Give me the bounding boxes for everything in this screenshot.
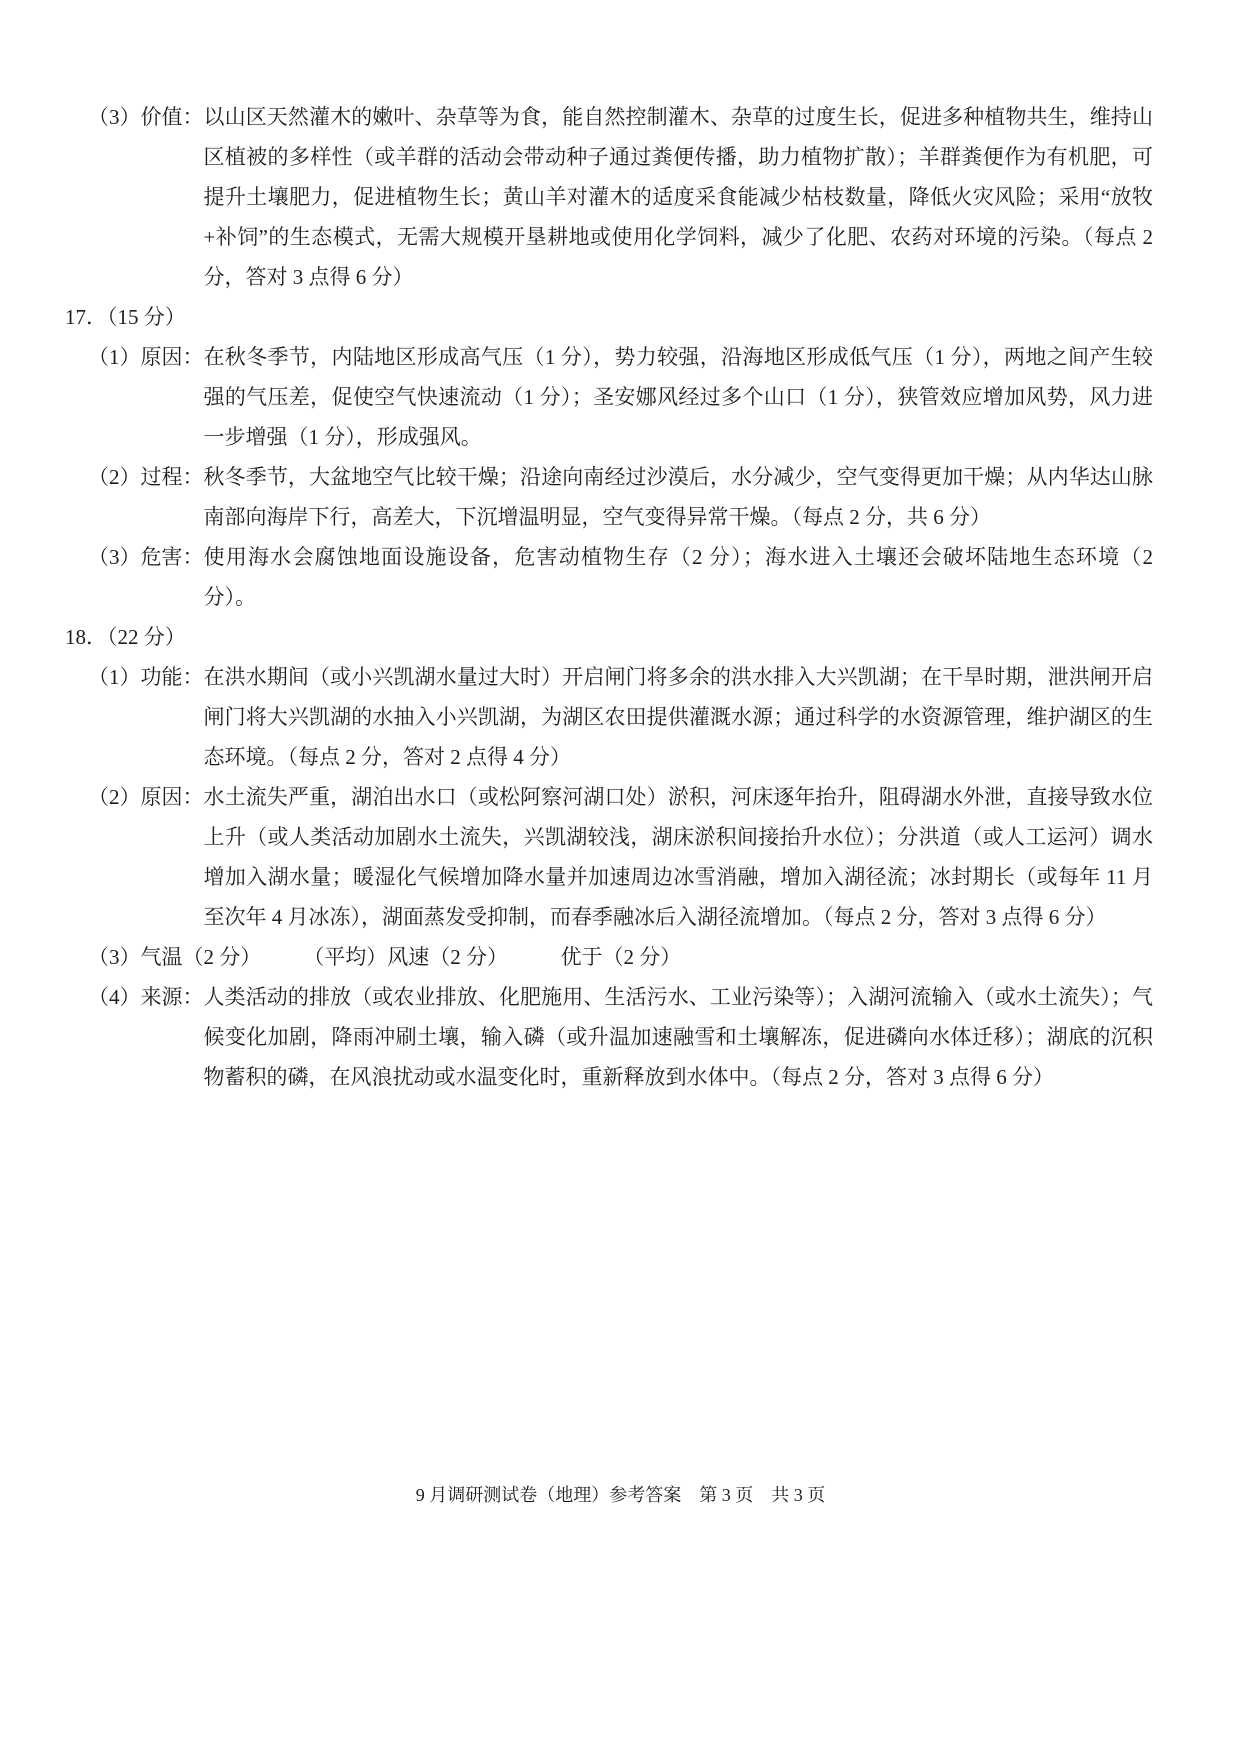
answer-text: 使用海水会腐蚀地面设施设备，危害动植物生存（2 分）；海水进入土壤还会破坏陆地生态环境（2 分）。 bbox=[203, 545, 1153, 609]
answer-block bbox=[88, 97, 1153, 297]
answer-text: 在秋冬季节，内陆地区形成高气压（1 分），势力较强，沿海地区形成低气压（1 分），两地之间产生较强的气压差，促使空气快速流动（1 分）；圣安娜风经过多个山口（1 分），狭管效应增加风势，风力进一步增强（1 分），形成强风。 bbox=[203, 345, 1153, 449]
answer-label: （4）来源： bbox=[88, 985, 204, 1009]
page-footer: 9 月调研测试卷（地理）参考答案 第 3 页 共 3 页 bbox=[415, 1485, 826, 1505]
answer-content bbox=[65, 97, 1153, 1097]
answer-block bbox=[88, 977, 1153, 1097]
answer-block bbox=[88, 937, 1153, 977]
answer-text: 秋冬季节，大盆地空气比较干燥；沿途向南经过沙漠后，水分减少，空气变得更加干燥；从内华达山脉南部向海岸下行，高差大，下沉增温明显，空气变得异常干燥。（每点 2 分，共 6 分） bbox=[203, 465, 1153, 529]
answer-label: （1）功能： bbox=[88, 665, 204, 689]
answer-text: 在洪水期间（或小兴凯湖水量过大时）开启闸门将多余的洪水排入大兴凯湖；在干旱时期，泄洪闸开启闸门将大兴凯湖的水抽入小兴凯湖，为湖区农田提供灌溉水源；通过科学的水资源管理，维护湖区的生态环境。（每点 2 分，答对 2 点得 4 分） bbox=[203, 665, 1153, 769]
answer-block bbox=[88, 537, 1153, 617]
answer-block bbox=[88, 457, 1153, 537]
question-heading bbox=[65, 297, 1153, 337]
question-heading-text: 17．（15 分） bbox=[65, 305, 186, 329]
answer-label: （3）价值： bbox=[88, 105, 204, 129]
answer-label: （2）过程： bbox=[88, 465, 204, 489]
question-heading-text: 18．（22 分） bbox=[65, 625, 186, 649]
answer-label: （3）危害： bbox=[88, 545, 204, 569]
answer-label: （1）原因： bbox=[88, 345, 204, 369]
answer-label: （2）原因： bbox=[88, 785, 204, 809]
answer-text: 人类活动的排放（或农业排放、化肥施用、生活污水、工业污染等）；入湖河流输入（或水土流失）；气候变化加剧，降雨冲刷土壤，输入磷（或升温加速融雪和土壤解冻，促进磷向水体迁移）；湖底的沉积物蓄积的磷，在风浪扰动或水温变化时，重新释放到水体中。（每点 2 分，答对 3 点得 6 分） bbox=[203, 985, 1153, 1089]
answer-block bbox=[88, 657, 1153, 777]
answer-text: 以山区天然灌木的嫩叶、杂草等为食，能自然控制灌木、杂草的过度生长，促进多种植物共生，维持山区植被的多样性（或羊群的活动会带动种子通过粪便传播，助力植物扩散）；羊群粪便作为有机肥，可提升土壤肥力，促进植物生长；黄山羊对灌木的适度采食能减少枯枝数量，降低火灾风险；采用“放牧+补饲”的生态模式，无需大规模开垦耕地或使用化学饲料，减少了化肥、农药对环境的污染。（每点 2 分，答对 3 点得 6 分） bbox=[203, 105, 1153, 289]
answer-block bbox=[88, 337, 1153, 457]
question-heading bbox=[65, 617, 1153, 657]
answer-block bbox=[88, 777, 1153, 937]
answer-text: 气温（2 分） （平均）风速（2 分） 优于（2 分） bbox=[140, 945, 682, 969]
answer-label: （3） bbox=[88, 945, 141, 969]
answer-text: 水土流失严重，湖泊出水口（或松阿察河湖口处）淤积，河床逐年抬升，阻碍湖水外泄，直接导致水位上升（或人类活动加剧水土流失，兴凯湖较浅，湖床淤积间接抬升水位）；分洪道（或人工运河）调水增加入湖水量；暖湿化气候增加降水量并加速周边冰雪消融，增加入湖径流；冰封期长（或每年 11 月至次年 4 月冰冻），湖面蒸发受抑制，而春季融冰后入湖径流增加。（每点 2 分，答对 3 点得 6 分） bbox=[203, 785, 1153, 929]
